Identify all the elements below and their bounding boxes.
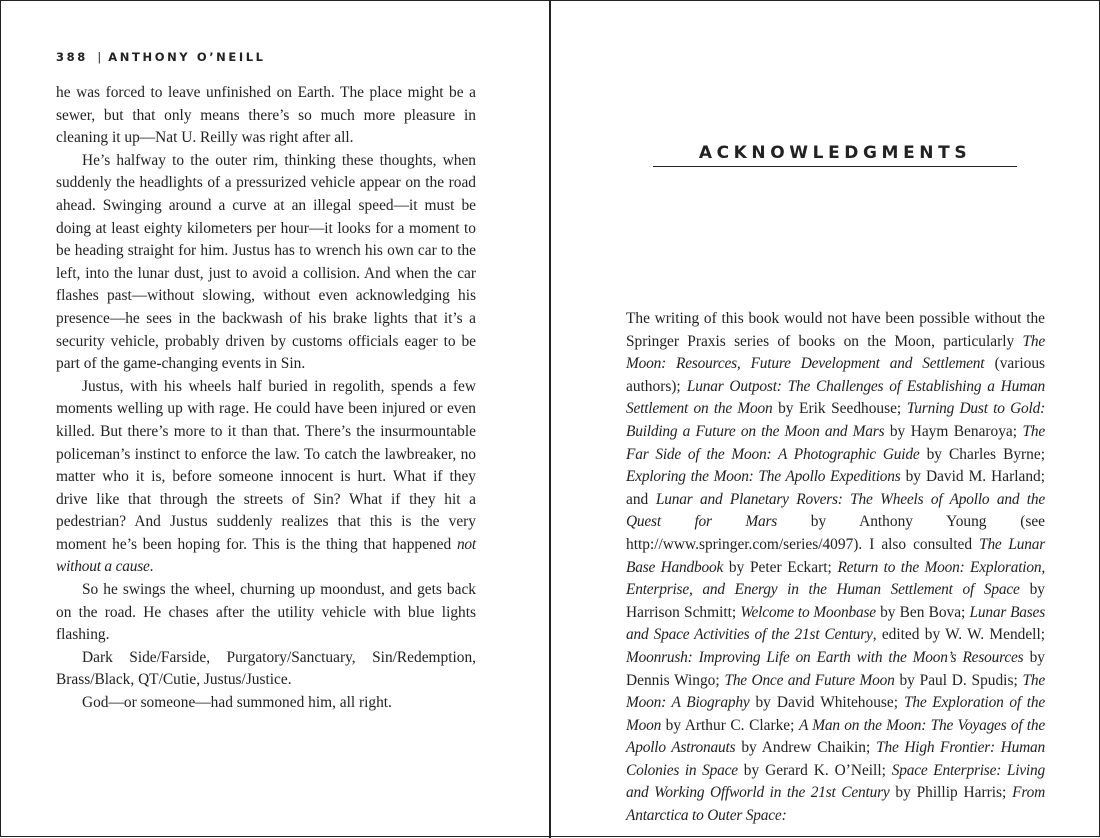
- running-head-author: ANTHONY O’NEILL: [108, 50, 266, 64]
- ack-book-title: Welcome to Moonbase: [740, 603, 876, 621]
- ack-book-title: Exploring the Moon: The Apollo Expeditions: [626, 468, 901, 486]
- ack-book-title: The Moon: Resources, Future Development and Settlement: [626, 332, 1045, 373]
- ack-text: by Andrew Chaikin;: [735, 739, 877, 757]
- ack-text: by Dennis Wingo;: [626, 648, 1045, 689]
- ack-text: by Erik Seedhouse;: [772, 400, 907, 418]
- page-number: 388: [56, 50, 88, 64]
- ack-book-title: The Once and Future Moon: [724, 671, 895, 689]
- paragraph-5: Dark Side/Farside, Purgatory/Sanctuary, Sin/Redemption, Brass/Black, QT/Cutie, Justus/Justice.: [56, 648, 476, 689]
- ack-book-title: A Man on the Moon: The Voyages of the Apollo Astronauts: [626, 716, 1045, 757]
- ack-book-title: The Far Side of the Moon: A Photographic Guide: [626, 422, 1045, 463]
- ack-book-title: Return to the Moon: Exploration, Enterprise, and Energy in the Human Settlement of Space: [626, 558, 1045, 599]
- ack-text: by Ben Bova;: [875, 603, 970, 621]
- ack-book-title: Lunar Outpost: The Challenges of Establishing a Human Settlement on the Moon: [626, 377, 1045, 418]
- ack-text: by Haym Benaroya;: [884, 422, 1023, 440]
- paragraph-3-text: Justus, with his wheels half buried in regolith, spends a few moments welling up with rage. He could have been injured or even killed. But there’s more to it than that. There’s the insurmountable policeman’s instinct to enforce the law. To catch the lawbreaker, no matter who it is, before someone innocent is hurt. What if they drive like that through the streets of Sin? What if they hit a pedestrian? And Justus suddenly realizes that this is the very moment he’s been hoping for. This is the thing that happened: [56, 377, 476, 553]
- ack-book-title: The Exploration of the Moon: [626, 694, 1045, 734]
- ack-text: by Anthony Young (see http://www.springer.com/series/4097). I also consulted: [626, 513, 1046, 553]
- ack-book-title: The Lunar Base Handbook: [626, 535, 1045, 576]
- ack-book-title: Lunar Bases and Space Activities of the 21st Century: [626, 603, 1045, 644]
- acknowledgments-body: [626, 308, 1045, 828]
- ack-book-title: Lunar and Planetary Rovers: The Wheels of Apollo and the Quest for Mars: [626, 490, 1046, 531]
- ack-book-title: The High Frontier: Human Colonies in Space: [626, 739, 1045, 779]
- ack-text: by Phillip Harris;: [889, 784, 1013, 802]
- ack-text: , edited by W. W. Mendell;: [872, 626, 1046, 644]
- ack-book-title: Space Enterprise: Living and Working Offworld in the 21st Century: [626, 761, 1045, 802]
- ack-text: by Gerard K. O’Neill;: [737, 761, 892, 779]
- chapter-heading: ACKNOWLEDGMENTS: [653, 143, 1017, 167]
- paragraph-3-italic-phrase: not without a cause: [56, 535, 477, 576]
- paragraph-3: [56, 376, 476, 579]
- left-page-body: [56, 82, 476, 715]
- ack-book-title: Moonrush: Improving Life on Earth with the Moon’s Resources: [626, 648, 1024, 666]
- ack-book-title: Turning Dust to Gold: Building a Future on the Moon and Mars: [626, 400, 1045, 440]
- ack-text: by Harrison Schmitt;: [626, 581, 1045, 621]
- running-head: [56, 50, 266, 64]
- right-page: [552, 1, 1100, 838]
- ack-text: by David Whitehouse;: [749, 694, 904, 712]
- paragraph-4: So he swings the wheel, churning up moondust, and gets back on the road. He chases after the utility vehicle with blue lights flashing.: [56, 581, 476, 644]
- ack-text: (various authors);: [626, 355, 1046, 395]
- ack-text: by Peter Eckart;: [723, 558, 838, 576]
- ack-book-title: The Moon: A Biography: [626, 671, 1045, 712]
- ack-text: by Arthur C. Clarke;: [661, 716, 799, 734]
- ack-book-title: From Antarctica to Outer Space:: [626, 784, 1045, 825]
- left-page: [1, 1, 551, 838]
- ack-text: The writing of this book would not have been possible without the Springer Praxis series of books on the Moon, particularly: [626, 310, 1045, 350]
- acknowledgments-paragraph: [626, 308, 1045, 828]
- paragraph-3-end: .: [149, 558, 154, 576]
- ack-text: by Charles Byrne;: [919, 445, 1045, 463]
- paragraph-2: He’s halfway to the outer rim, thinking these thoughts, when suddenly the headlights of a pressurized vehicle appear on the road ahead. Swinging around a curve at an illegal speed—it must be doing at least eighty kilometers per hour—it looks for a moment to be heading straight for him. Justus has to wrench his own car to the left, into the lunar dust, just to avoid a collision. And when the car flashes past—without slowing, without even acknowledging his presence—he sees in the backwash of his brake lights that it’s a security vehicle, probably driven by customs officials eager to be part of the game-changing events in Sin.: [56, 151, 476, 373]
- ack-text: by Paul D. Spudis;: [894, 671, 1023, 689]
- ack-text: by David M. Harland; and: [626, 468, 1045, 508]
- paragraph-1: he was forced to leave unfinished on Earth. The place might be a sewer, but that only means there’s so much more pleasure in cleaning it up—Nat U. Reilly was right after all.: [56, 84, 476, 147]
- paragraph-6: God—or someone—had summoned him, all right.: [82, 694, 392, 712]
- running-head-separator: |: [97, 50, 102, 64]
